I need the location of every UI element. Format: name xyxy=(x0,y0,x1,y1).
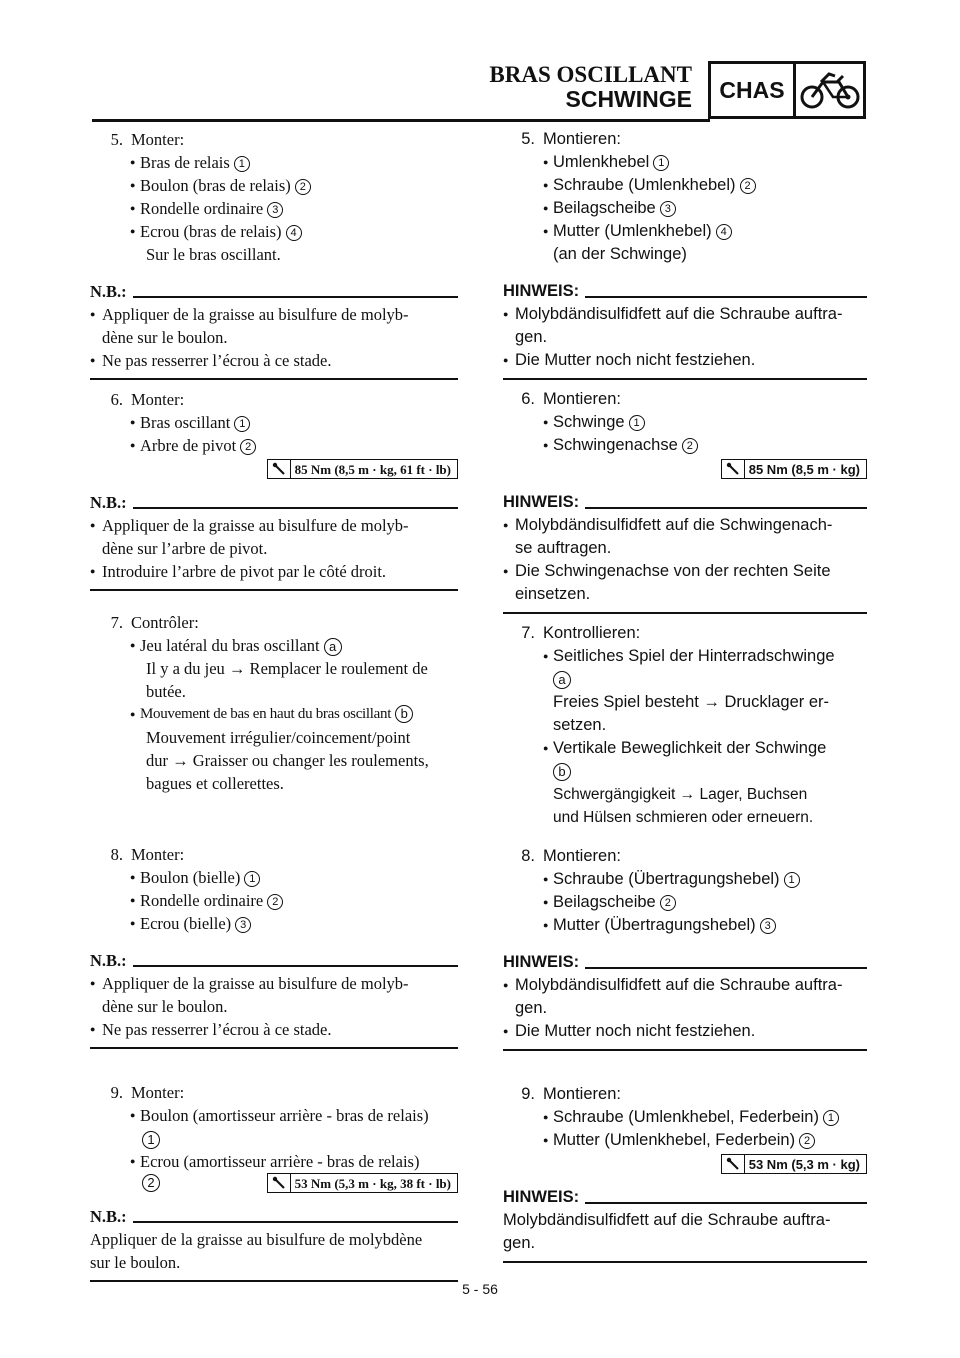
step-title: Monter: xyxy=(131,130,185,149)
page-number: 5 - 56 xyxy=(462,1281,498,1297)
note-item: ● Introduire l’arbre de pivot par le côté droit. xyxy=(90,560,458,583)
note-item: ● Molybdändisulfidfett auf die Schraube auftra- xyxy=(503,303,867,326)
step-note: (an der Schwinge) xyxy=(553,245,687,263)
note-text: sur le boulon. xyxy=(90,1253,181,1272)
list-item: ● Mouvement de bas en haut du bras oscillant b xyxy=(90,703,458,726)
step-5-de: 5. Montieren: xyxy=(521,130,621,148)
step-7-de: 7. Kontrollieren: xyxy=(521,624,641,642)
check-result: Freies Spiel besteht → Drucklager er- xyxy=(553,693,830,711)
list-item: ● Jeu latéral du bras oscillant a xyxy=(90,634,458,657)
note-item: ● Appliquer de la graisse au bisulfure de molyb- xyxy=(90,514,458,537)
list-item: ● Bras oscillant 1 xyxy=(90,411,458,434)
list-item: ● Vertikale Beweglichkeit der Schwinge xyxy=(503,737,867,760)
note-block xyxy=(90,280,458,380)
wrench-icon xyxy=(722,460,745,478)
note-block: HINWEIS: ● Molybdändisulfidfett auf die Schraube auftra- gen. ● Die Mutter noch nicht festziehen. xyxy=(503,280,867,380)
note-item: ● Molybdändisulfidfett auf die Schwingenach- xyxy=(503,514,867,537)
note-item-cont: dène sur le boulon. xyxy=(102,997,228,1016)
check-result: dur → Graisser ou changer les roulements, xyxy=(146,751,429,770)
note-label: N.B.: xyxy=(90,282,127,301)
list-item: ● Schwingenachse 2 xyxy=(503,434,867,457)
torque-spec: 85 Nm (8,5 m · kg) xyxy=(503,459,867,479)
note-block: N.B.: ● Appliquer de la graisse au bisulfure de molyb- dène sur le boulon. ● Ne pas resserrer l’écrou à ce stade. xyxy=(90,949,458,1049)
list-item: ● Arbre de pivot 2 xyxy=(90,434,458,457)
check-result: setzen. xyxy=(553,716,607,734)
list-item: ● Mutter (Übertragungshebel) 3 xyxy=(503,914,867,937)
note-item-cont: einsetzen. xyxy=(515,585,591,603)
note-item: ● Ne pas resserrer l’écrou à ce stade. xyxy=(90,349,458,372)
list-item: ● Ecrou (bras de relais) 4 xyxy=(90,220,458,243)
header-title-fr: BRAS OSCILLANT xyxy=(489,62,692,87)
list-item: ● Seitliches Spiel der Hinterradschwinge xyxy=(503,645,867,668)
list-item: ● Boulon (amortisseur arrière - bras de relais) xyxy=(90,1104,458,1127)
list-item: ● Beilagscheibe 3 xyxy=(503,197,867,220)
note-block: HINWEIS: ● Molybdändisulfidfett auf die Schwingenach- se auftragen. ● Die Schwingenachse von der rechten Seite einsetzen. xyxy=(503,491,867,614)
list-ref-torque: 2 53 Nm (5,3 m · kg, 38 ft · lb) xyxy=(90,1173,458,1193)
step-6-de: 6. Montieren: xyxy=(521,390,621,408)
note-text: Molybdändisulfidfett auf die Schraube auftra- xyxy=(503,1211,831,1229)
list-item: ● Beilagscheibe 2 xyxy=(503,891,867,914)
note-item-cont: dène sur le boulon. xyxy=(102,328,228,347)
torque-spec: 53 Nm (5,3 m · kg) xyxy=(503,1154,867,1174)
list-item: ● Mutter (Umlenkhebel) 4 xyxy=(503,220,867,243)
step-9-de: 9. Montieren: xyxy=(521,1085,621,1103)
section-label: CHAS xyxy=(711,64,796,116)
step-note: Sur le bras oscillant. xyxy=(146,245,281,264)
list-item: ● Ecrou (bielle) 3 xyxy=(90,912,458,935)
column-de xyxy=(503,128,867,1263)
list-item: ● Schraube (Umlenkhebel, Federbein) 1 xyxy=(503,1106,867,1129)
list-ref: a xyxy=(503,668,867,691)
wrench-icon xyxy=(268,1174,291,1192)
step-8-fr: 8. Monter: xyxy=(110,845,185,864)
list-item: ● Ecrou (amortisseur arrière - bras de relais) xyxy=(90,1150,458,1173)
step-5-fr xyxy=(90,128,458,151)
check-result: bagues et collerettes. xyxy=(146,774,284,793)
header-title-de: SCHWINGE xyxy=(565,86,692,112)
wrench-icon xyxy=(722,1155,745,1173)
note-block: N.B.: ● Appliquer de la graisse au bisulfure de molyb- dène sur l’arbre de pivot. ● Introduire l’arbre de pivot par le côté droit. xyxy=(90,491,458,591)
list-item: ● Boulon (bielle) 1 xyxy=(90,866,458,889)
section-badge xyxy=(708,61,866,119)
note-item: ● Die Mutter noch nicht festziehen. xyxy=(503,1020,867,1043)
note-item: ● Appliquer de la graisse au bisulfure de molyb- xyxy=(90,303,458,326)
check-result: butée. xyxy=(146,682,186,701)
list-item: ● Schraube (Umlenkhebel) 2 xyxy=(503,174,867,197)
list-item: ● Bras de relais 1 xyxy=(90,151,458,174)
note-block: HINWEIS: ● Molybdändisulfidfett auf die Schraube auftra- gen. ● Die Mutter noch nicht festziehen. xyxy=(503,951,867,1051)
list-item: ● Boulon (bras de relais) 2 xyxy=(90,174,458,197)
list-ref: b xyxy=(503,760,867,783)
list-item: ● Umlenkhebel 1 xyxy=(503,151,867,174)
header-rule xyxy=(92,119,710,122)
note-item: ● Die Schwingenachse von der rechten Seite xyxy=(503,560,867,583)
step-8-de: 8. Montieren: xyxy=(521,847,621,865)
note-item-cont: se auftragen. xyxy=(515,539,612,557)
check-result: und Hülsen schmieren oder erneuern. xyxy=(553,809,814,826)
note-item-cont: gen. xyxy=(515,328,548,346)
check-result: Mouvement irrégulier/coincement/point xyxy=(146,728,411,747)
list-item: ● Schraube (Übertragungshebel) 1 xyxy=(503,868,867,891)
wrench-icon xyxy=(268,460,291,478)
note-text: gen. xyxy=(503,1234,536,1252)
step-6-fr: 6. Monter: xyxy=(110,390,185,409)
note-item-cont: dène sur l’arbre de pivot. xyxy=(102,539,268,558)
check-result: Schwergängigkeit → Lager, Buchsen xyxy=(553,786,808,803)
column-fr xyxy=(90,128,458,1282)
step-7-fr: 7. Contrôler: xyxy=(110,613,199,632)
note-item: ● Ne pas resserrer l’écrou à ce stade. xyxy=(90,1018,458,1041)
note-item: ● Die Mutter noch nicht festziehen. xyxy=(503,349,867,372)
list-item: ● Schwinge 1 xyxy=(503,411,867,434)
step-9-fr: 9. Monter: xyxy=(110,1083,185,1102)
list-ref: 1 xyxy=(90,1127,458,1150)
note-item: ● Appliquer de la graisse au bisulfure de molyb- xyxy=(90,972,458,995)
note-block: HINWEIS: Molybdändisulfidfett auf die Schraube auftra- gen. xyxy=(503,1186,867,1263)
torque-spec: 85 Nm (8,5 m · kg, 61 ft · lb) xyxy=(90,459,458,479)
note-item: ● Molybdändisulfidfett auf die Schraube auftra- xyxy=(503,974,867,997)
note-text: Appliquer de la graisse au bisulfure de molybdène xyxy=(90,1230,423,1249)
list-item: ● Mutter (Umlenkhebel, Federbein) 2 xyxy=(503,1129,867,1152)
list-item: ● Rondelle ordinaire 2 xyxy=(90,889,458,912)
step-number: 5. xyxy=(110,130,123,149)
check-result: Il y a du jeu → Remplacer le roulement de xyxy=(146,659,428,678)
motorcycle-icon xyxy=(796,64,863,116)
note-item-cont: gen. xyxy=(515,999,548,1017)
note-block: N.B.: Appliquer de la graisse au bisulfure de molybdène sur le boulon. xyxy=(90,1205,458,1282)
list-item: ● Rondelle ordinaire 3 xyxy=(90,197,458,220)
torque-spec: 53 Nm (5,3 m · kg, 38 ft · lb) xyxy=(267,1173,458,1193)
